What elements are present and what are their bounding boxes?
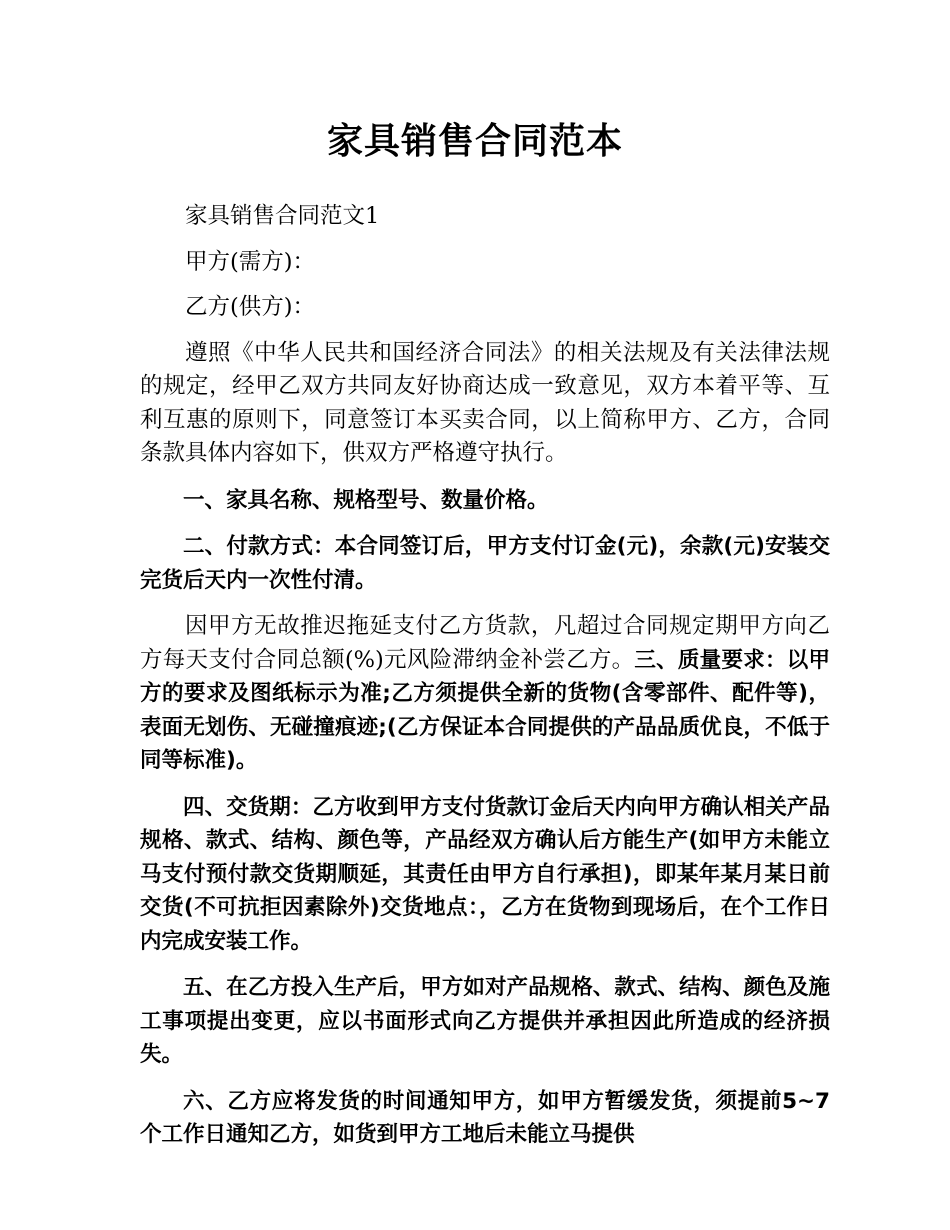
paragraph-subtitle: 家具销售合同范文1 (185, 203, 380, 229)
clause-3-quality: 三、质量要求：以甲方的要求及图纸标示为准;乙方须提供全新的货物(含零部件、配件等)，表面无划伤、无碰撞痕迹;(乙方保证本合同提供的产品品质优良，不低于同等标准)。 (140, 647, 830, 773)
paragraph-late-payment-text: 因甲方无故推迟拖延支付乙方货款，凡超过合同规定期甲方向乙方每天支付合同总额(%)元风险滞纳金补尝乙方。 (140, 613, 830, 673)
document-title: 家具销售合同范本 (326, 121, 623, 162)
clause-5-changes: 五、在乙方投入生产后，甲方如对产品规格、款式、结构、颜色及施工事项提出变更，应以书面形式向乙方提供并承担因此所造成的经济损失。 (140, 975, 830, 1067)
document-body (140, 200, 830, 1165)
clause-1-product: 一、家具名称、规格型号、数量价格。 (183, 487, 549, 513)
clause-6-shipping: 六、乙方应将发货的时间通知甲方，如甲方暂缓发货，须提前5~7个工作日通知乙方，如货到甲方工地后未能立马提供 (140, 1088, 830, 1147)
paragraph-preamble: 遵照《中华人民共和国经济合同法》的相关法规及有关法律法规的规定，经甲乙双方共同友好协商达成一致意见，双方本着平等、互利互惠的原则下，同意签订本买卖合同，以上简称甲方、乙方，合同条款具体内容如下，供双方严格遵守执行。 (140, 339, 830, 466)
paragraph-party-a: 甲方(需方)： (185, 248, 316, 275)
clause-2-payment: 二、付款方式：本合同签订后，甲方支付订金(元)，余款(元)安装交完货后天内一次性付清。 (140, 534, 830, 593)
clause-4-delivery: 四、交货期：乙方收到甲方支付货款订金后天内向甲方确认相关产品规格、款式、结构、颜色等，产品经双方确认后方能生产(如甲方未能立马支付预付款交货期顺延，其责任由甲方自行承担)，即某年某月某日前交货(不可抗拒因素除外)交货地点：，乙方在货物到现场后，在个工作日内完成安装工作。 (140, 794, 830, 954)
paragraph-party-b: 乙方(供方)： (185, 294, 316, 320)
paragraph-late-payment (140, 610, 830, 778)
